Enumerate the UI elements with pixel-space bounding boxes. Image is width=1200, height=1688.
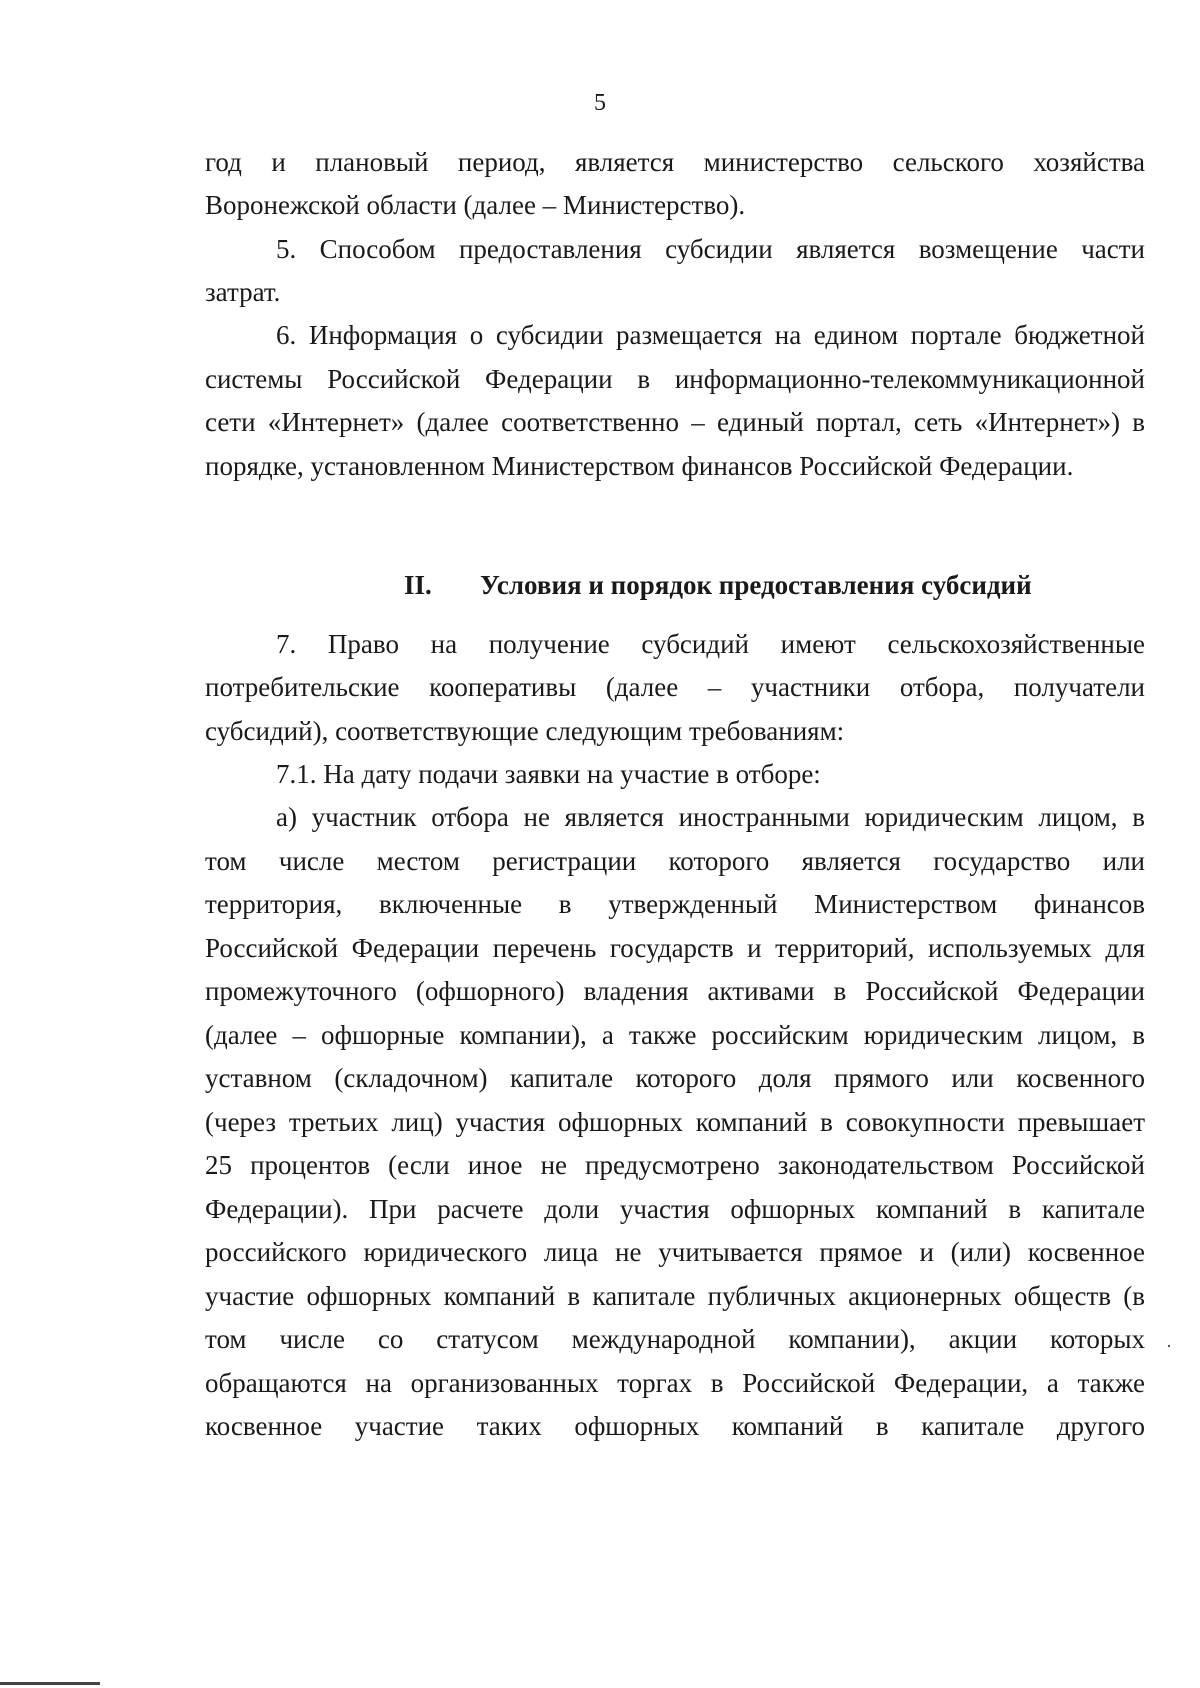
text-line: Воронежской области (далее – Министерство). bbox=[205, 190, 746, 220]
text-line: 5. Способом предоставления субсидии является возмещение части bbox=[276, 234, 1145, 264]
text-line: территория, включенные в утвержденный Министерством финансов bbox=[205, 889, 1145, 919]
text-line: 25 процентов (если иное не предусмотрено законодательством Российской bbox=[205, 1150, 1145, 1180]
text-line: потребительские кооперативы (далее – участники отбора, получатели bbox=[205, 672, 1145, 702]
scan-edge-mark bbox=[0, 1682, 100, 1685]
text-line: промежуточного (офшорного) владения активами в Российской Федерации bbox=[205, 976, 1145, 1006]
text-line: сети «Интернет» (далее соответственно – единый портал, сеть «Интернет») в bbox=[205, 407, 1145, 437]
text-line: год и плановый период, является министерство сельского хозяйства bbox=[205, 147, 1145, 177]
text-line: 7. Право на получение субсидий имеют сельскохозяйственные bbox=[276, 629, 1145, 659]
text-line: системы Российской Федерации в информационно-телекоммуникационной bbox=[205, 364, 1145, 394]
text-line: том числе местом регистрации которого является государство или bbox=[205, 846, 1145, 876]
section-number: II. bbox=[404, 570, 432, 600]
text-line: (через третьих лиц) участия офшорных компаний в совокупности превышает bbox=[205, 1107, 1145, 1137]
section-heading bbox=[404, 568, 1124, 602]
text-line: затрат. bbox=[205, 277, 281, 307]
text-line: 7.1. На дату подачи заявки на участие в отборе: bbox=[276, 759, 821, 789]
text-line: уставном (складочном) капитале которого доля прямого или косвенного bbox=[205, 1063, 1145, 1093]
text-line: порядке, установленном Министерством финансов Российской Федерации. bbox=[205, 451, 1074, 481]
text-line: том числе со статусом международной компании), акции которых bbox=[205, 1324, 1145, 1354]
text-line: обращаются на организованных торгах в Российской Федерации, а также bbox=[205, 1368, 1145, 1398]
text-line: российского юридического лица не учитывается прямое и (или) косвенное bbox=[205, 1237, 1145, 1267]
text-line: 6. Информация о субсидии размещается на едином портале бюджетной bbox=[276, 320, 1145, 350]
scan-speck bbox=[1168, 1345, 1170, 1347]
text-line: а) участник отбора не является иностранными юридическим лицом, в bbox=[276, 802, 1145, 832]
text-line: участие офшорных компаний в капитале публичных акционерных обществ (в bbox=[205, 1281, 1145, 1311]
text-line: Федерации). При расчете доли участия офшорных компаний в капитале bbox=[205, 1194, 1145, 1224]
page-number: 5 bbox=[594, 90, 606, 116]
section-title: Условия и порядок предоставления субсидий bbox=[480, 570, 1032, 600]
text-line: Российской Федерации перечень государств и территорий, используемых для bbox=[205, 933, 1145, 963]
text-line: субсидий), соответствующие следующим требованиям: bbox=[205, 716, 845, 746]
text-line: (далее – офшорные компании), а также российским юридическим лицом, в bbox=[205, 1020, 1145, 1050]
text-line: косвенное участие таких офшорных компаний в капитале другого bbox=[205, 1411, 1145, 1441]
